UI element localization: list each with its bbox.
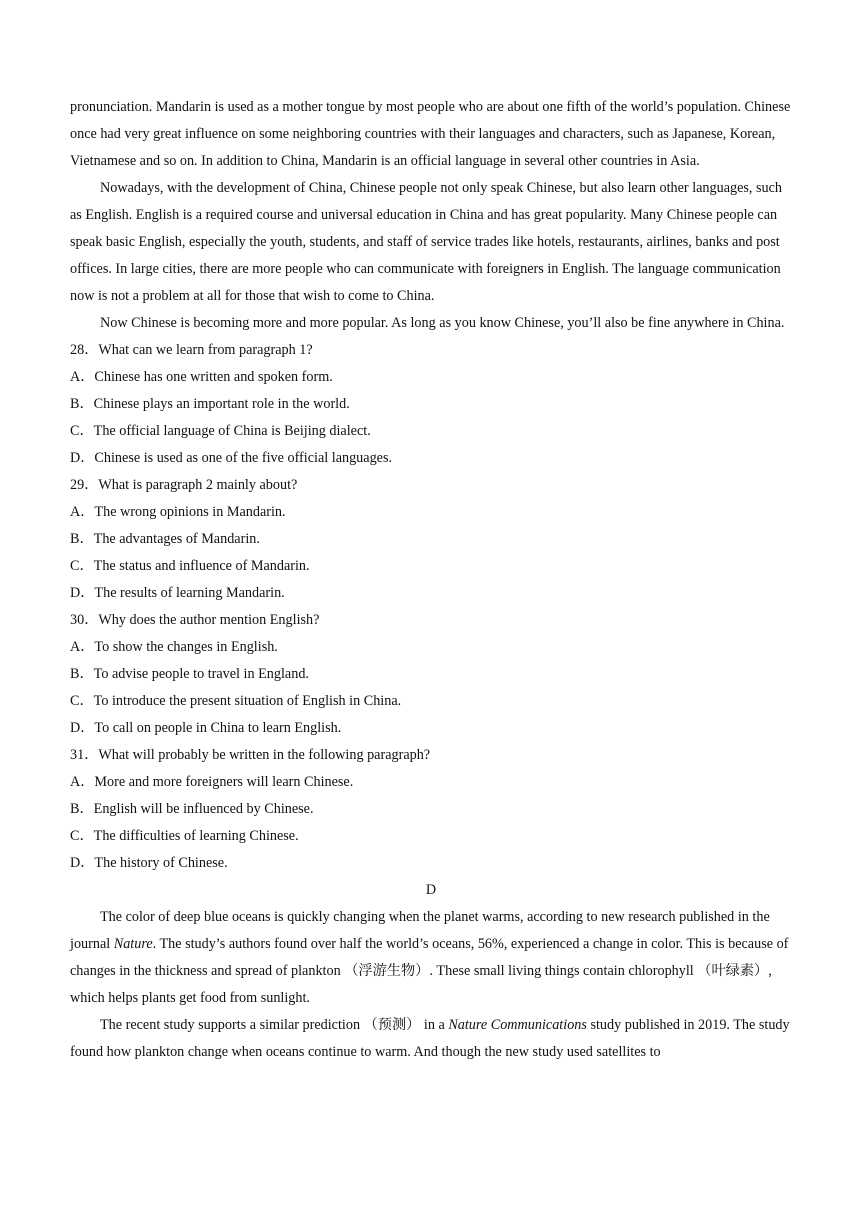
passage-d-paragraph-1 bbox=[70, 904, 792, 1012]
passage-d-p2-text-a: The recent study supports a similar prediction （预测） in a bbox=[100, 1017, 449, 1033]
passage-c-paragraph-2: Nowadays, with the development of China, Chinese people not only speak Chinese, but also learn other languages, such as English. English is a required course and universal education in China and has great popularity. Many Chinese people can speak basic English, especially the youth, students, and staff of service trades like hotels, restaurants, airlines, banks and post offices. In large cities, there are more people who can communicate with foreigners in English. The language communication now is not a problem at all for those that wish to come to China. bbox=[70, 180, 783, 304]
option-b: B．English will be influenced by Chinese. bbox=[70, 801, 314, 817]
option-d: D．The results of learning Mandarin. bbox=[70, 585, 285, 601]
option-d: D．Chinese is used as one of the five official languages. bbox=[70, 450, 393, 466]
option-c: C．The official language of China is Beijing dialect. bbox=[70, 423, 371, 439]
passage-c-paragraph-1-end: pronunciation. Mandarin is used as a mother tongue by most people who are about one fifth of the world’s population. Chinese once had very great influence on some neighboring countries with their languages and characters, such as Japanese, Korean, Vietnamese and so on. In addition to China, Mandarin is an official language in several other countries in Asia. bbox=[70, 99, 791, 169]
question-stem: 31．What will probably be written in the following paragraph? bbox=[70, 747, 431, 763]
option-c: C．To introduce the present situation of English in China. bbox=[70, 693, 402, 709]
question-31 bbox=[70, 742, 792, 877]
option-c: C．The difficulties of learning Chinese. bbox=[70, 828, 299, 844]
passage-d-p1-text-a: The color of deep blue oceans is quickly changing when the planet warms, according to new research published in the journal bbox=[70, 909, 770, 952]
option-c: C．The status and influence of Mandarin. bbox=[70, 558, 310, 574]
passage-d-heading: D bbox=[425, 882, 437, 898]
option-a: A．To show the changes in English. bbox=[70, 639, 278, 655]
option-a: A．More and more foreigners will learn Chinese. bbox=[70, 774, 354, 790]
option-d: D．The history of Chinese. bbox=[70, 855, 228, 871]
option-a: A．Chinese has one written and spoken form. bbox=[70, 369, 333, 385]
question-29 bbox=[70, 472, 792, 607]
passage-d-p2-text-b: study published in 2019. The study found how plankton change when oceans continue to warm. And though the new study used satellites to bbox=[70, 1017, 790, 1060]
passage-c-paragraph-3: Now Chinese is becoming more and more popular. As long as you know Chinese, you’ll also be fine anywhere in China. bbox=[100, 315, 785, 331]
document-page bbox=[70, 94, 792, 1066]
option-b: B．The advantages of Mandarin. bbox=[70, 531, 260, 547]
question-28 bbox=[70, 337, 792, 472]
passage-d-paragraph-2 bbox=[70, 1012, 792, 1066]
option-b: B．Chinese plays an important role in the world. bbox=[70, 396, 350, 412]
option-d: D．To call on people in China to learn English. bbox=[70, 720, 342, 736]
passage-d-p1-text-b: . The study’s authors found over half the world’s oceans, 56%, experienced a change in color. This is because of changes in the thickness and spread of plankton （浮游生物）. These small living things contain chlorophyll （叶绿素）, which helps plants get food from sunlight. bbox=[70, 936, 789, 1006]
question-stem: 29．What is paragraph 2 mainly about? bbox=[70, 477, 298, 493]
option-b: B．To advise people to travel in England. bbox=[70, 666, 309, 682]
option-a: A．The wrong opinions in Mandarin. bbox=[70, 504, 286, 520]
question-stem: 30．Why does the author mention English? bbox=[70, 612, 320, 628]
journal-name-nature: Nature bbox=[113, 936, 153, 952]
question-stem: 28．What can we learn from paragraph 1? bbox=[70, 342, 313, 358]
question-30 bbox=[70, 607, 792, 742]
journal-name-nature-communications: Nature Communications bbox=[448, 1017, 587, 1033]
